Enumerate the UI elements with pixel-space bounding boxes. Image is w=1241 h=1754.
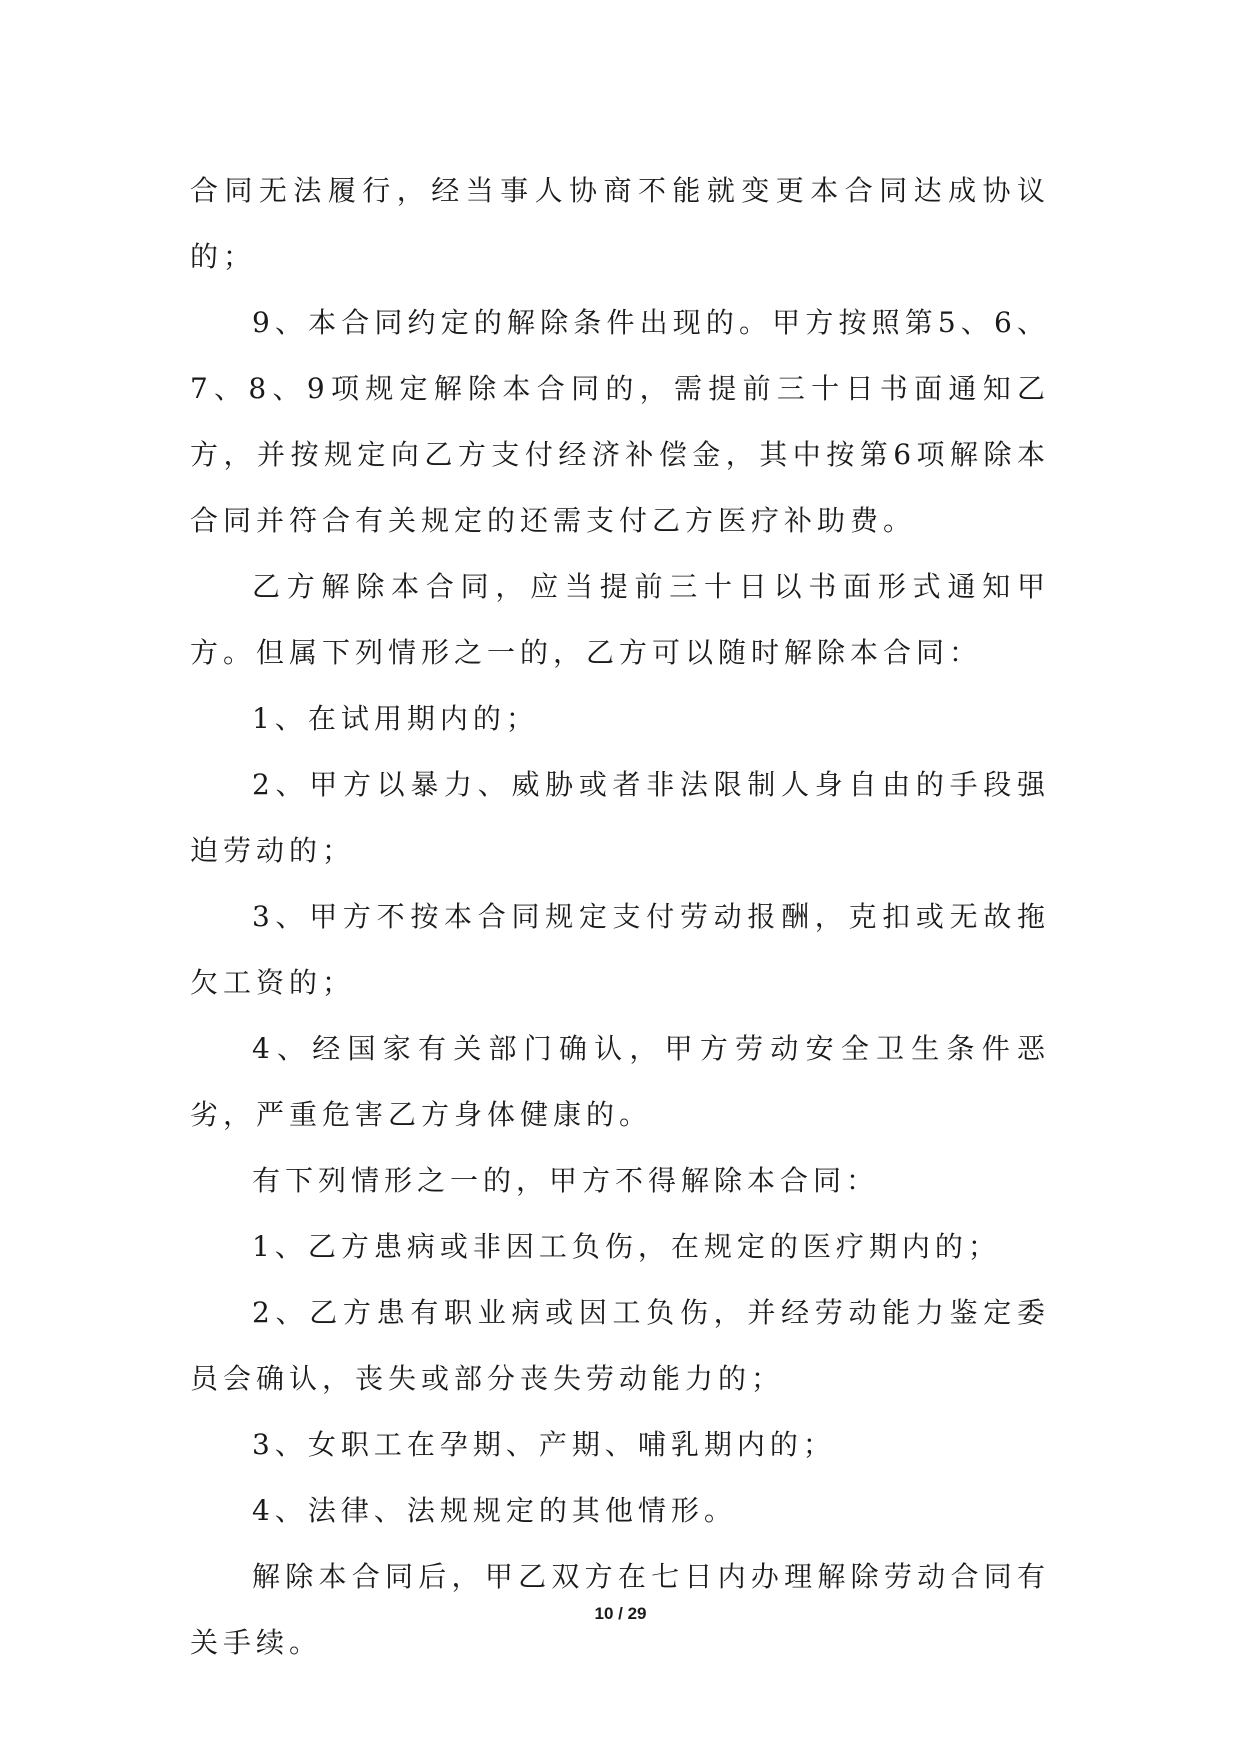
paragraph-7: 4、经国家有关部门确认，甲方劳动安全卫生条件恶劣，严重危害乙方身体健康的。 — [190, 1032, 1050, 1131]
paragraph-12: 4、法律、法规规定的其他情形。 — [252, 1494, 737, 1527]
paragraph-1: 合同无法履行，经当事人协商不能就变更本合同达成协议的； — [190, 174, 1050, 273]
paragraph-8: 有下列情形之一的，甲方不得解除本合同： — [252, 1164, 880, 1197]
paragraph-10: 2、乙方患有职业病或因工负伤，并经劳动能力鉴定委员会确认，丧失或部分丧失劳动能力的； — [190, 1296, 1050, 1395]
paragraph-2: 9、本合同约定的解除条件出现的。甲方按照第5、6、7、8、9项规定解除本合同的，需提前三十日书面通知乙方，并按规定向乙方支付经济补偿金，其中按第6项解除本合同并符合有关规定的还需支付乙方医疗补助费。 — [190, 306, 1050, 537]
document-body — [190, 158, 1050, 1676]
paragraph-13: 解除本合同后，甲乙双方在七日内办理解除劳动合同有关手续。 — [190, 1560, 1050, 1659]
paragraph-5: 2、甲方以暴力、威胁或者非法限制人身自由的手段强迫劳动的； — [190, 768, 1050, 867]
page-number: 10 / 29 — [594, 1604, 647, 1623]
paragraph-9: 1、乙方患病或非因工负伤，在规定的医疗期内的； — [252, 1230, 1001, 1263]
paragraph-3: 乙方解除本合同，应当提前三十日以书面形式通知甲方。但属下列情形之一的，乙方可以随时解除本合同： — [190, 570, 1050, 669]
paragraph-11: 3、女职工在孕期、产期、哺乳期内的； — [252, 1428, 836, 1461]
paragraph-6: 3、甲方不按本合同规定支付劳动报酬，克扣或无故拖欠工资的； — [190, 900, 1050, 999]
paragraph-4: 1、在试用期内的； — [252, 702, 539, 735]
